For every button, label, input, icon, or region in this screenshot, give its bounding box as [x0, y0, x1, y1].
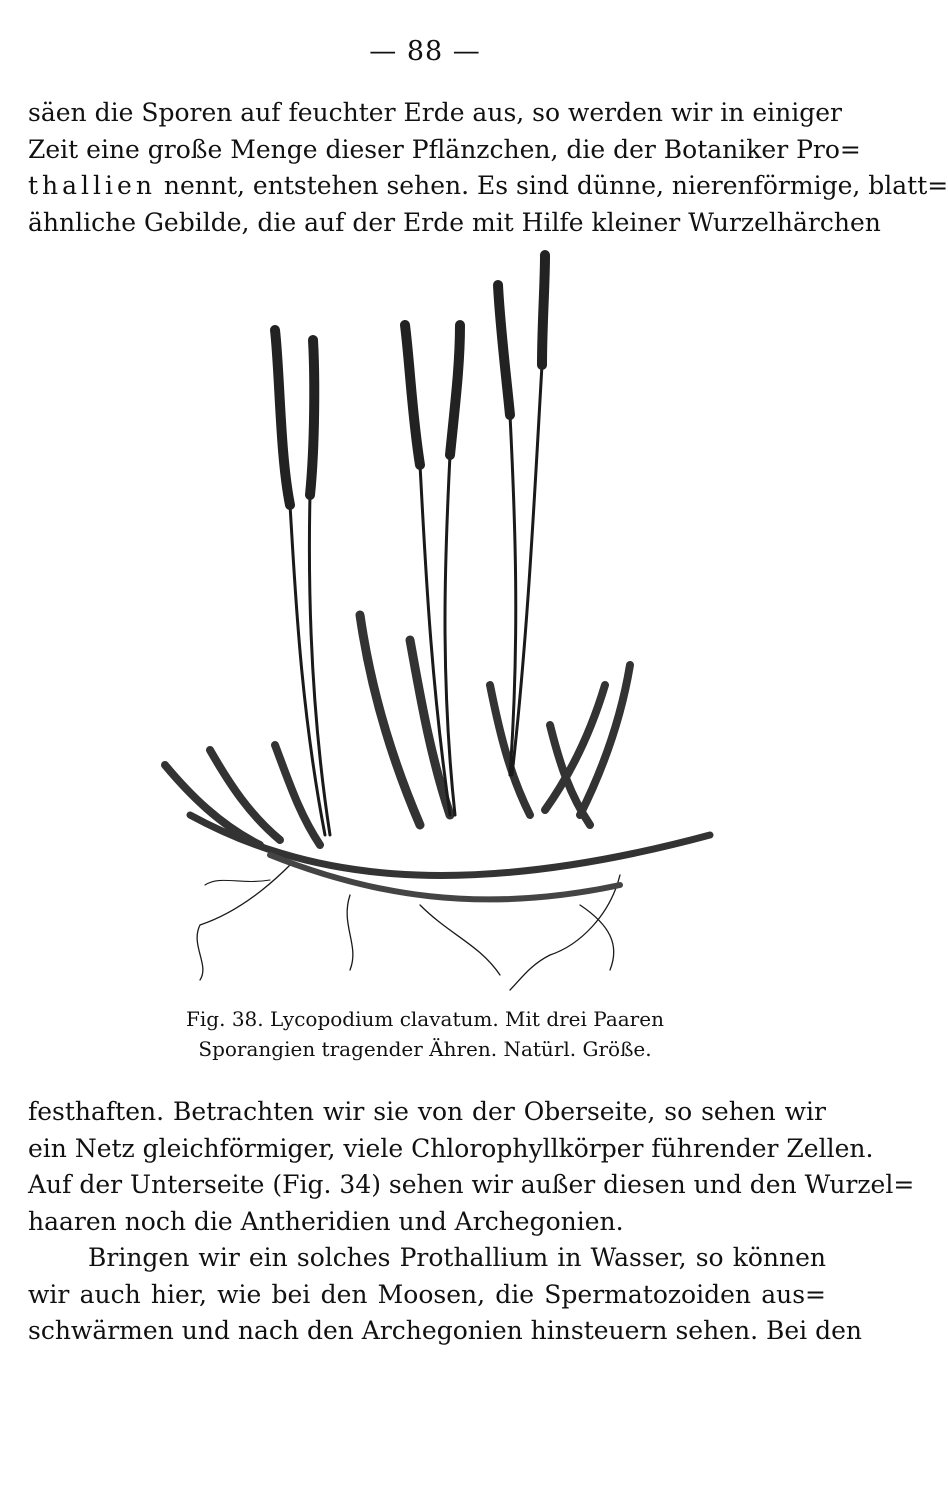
figure-lycopodium-illustration [150, 255, 730, 995]
paragraph-bottom [28, 1094, 915, 1350]
page-number: — 88 — [369, 36, 481, 67]
spore-cone [542, 255, 545, 365]
root [347, 895, 353, 970]
root [205, 880, 270, 885]
text-line: Zeit eine große Menge dieser Pflänzchen, die der Botaniker Pro= [28, 134, 861, 164]
text-line: Auf der Unterseite (Fig. 34) sehen wir außer diesen und den Wurzel= [28, 1170, 915, 1199]
fertile-stalk [290, 505, 325, 835]
spore-cone [498, 285, 510, 415]
root [420, 905, 500, 975]
text-line: ähnliche Gebilde, die auf der Erde mit Hilfe kleiner Wurzelhärchen [28, 207, 881, 237]
spore-cone [275, 330, 290, 505]
root [580, 905, 614, 970]
text-line: haaren noch die Antheridien und Archegonien. [28, 1206, 624, 1236]
spore-cone [405, 325, 420, 465]
spore-cone [310, 340, 314, 495]
fertile-stalk [510, 415, 516, 775]
fertile-stalk [445, 455, 455, 815]
text-line: Bringen wir ein solches Prothallium in Wasser, so können [88, 1243, 826, 1272]
text-line [28, 168, 948, 205]
figure-caption [0, 1004, 850, 1064]
caption-line: Sporangien tragender Ähren. Natürl. Größe. [198, 1037, 652, 1061]
leafy-shoot [410, 640, 450, 815]
spaced-term: thallien [28, 171, 156, 200]
text-line: schwärmen und nach den Archegonien hinsteuern sehen. Bei den [28, 1316, 862, 1345]
text-line-rest: nennt, entstehen sehen. Es sind dünne, nierenförmige, blatt= [155, 171, 948, 200]
spore-cone [450, 325, 460, 455]
caption-line: Fig. 38. Lycopodium clavatum. Mit drei Paaren [186, 1007, 664, 1031]
leafy-shoot [490, 685, 530, 815]
text-line: ein Netz gleichförmiger, viele Chlorophyllkörper führender Zellen. [28, 1133, 874, 1163]
fertile-stalk [309, 495, 330, 835]
lycopodium-drawing [150, 255, 730, 995]
text-line: wir auch hier, wie bei den Moosen, die Spermatozoiden aus= [28, 1279, 826, 1309]
paragraph-top [28, 95, 948, 241]
text-line: festhaften. Betrachten wir sie von der Oberseite, so sehen wir [28, 1097, 826, 1126]
text-line: säen die Sporen auf feuchter Erde aus, so werden wir in einiger [28, 98, 842, 127]
